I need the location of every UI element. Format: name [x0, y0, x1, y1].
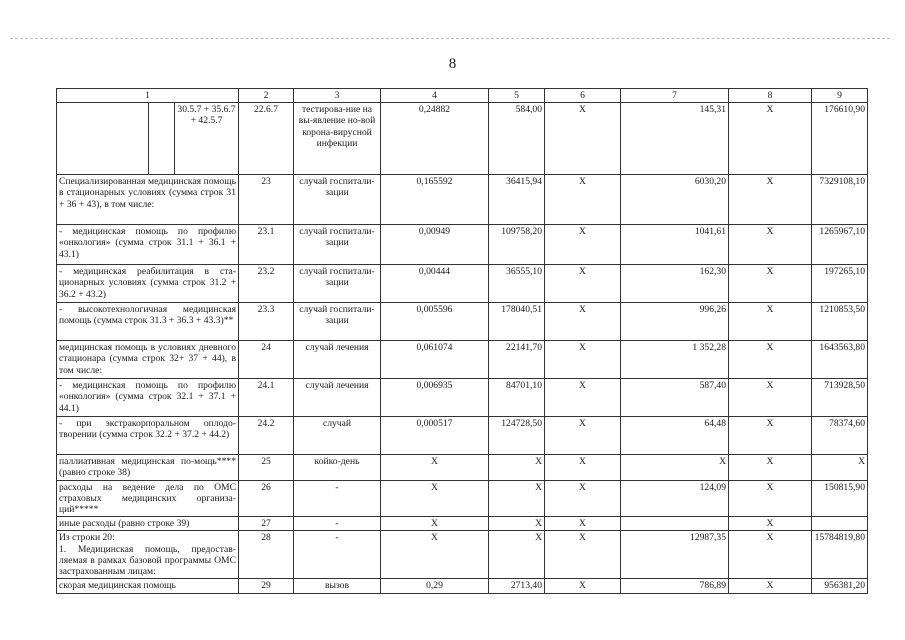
code-cell: 23 — [239, 175, 294, 225]
cell-9: 197265,10 — [812, 265, 868, 303]
col-header-4: 4 — [381, 89, 489, 103]
code-cell: 25 — [239, 455, 294, 480]
name-cell: расходы на ведение дела по ОМС страховых медицинских организа-ций***** — [57, 480, 239, 517]
col-header-5: 5 — [489, 89, 545, 103]
cell-7: 145,31 — [621, 103, 729, 175]
name-cell: - медицинская помощь по профилю «онкология» (сумма строк 31.1 + 36.1 + 43.1) — [57, 225, 239, 265]
cell-5: 2713,40 — [489, 579, 545, 593]
cell-9: 713928,50 — [812, 379, 868, 417]
cell-5: 22141,70 — [489, 341, 545, 379]
cell-5: X — [489, 531, 545, 579]
cell-6: X — [545, 341, 621, 379]
cell-7: 124,09 — [621, 480, 729, 517]
unit-cell: случай госпитали-зации — [294, 225, 381, 265]
cell-6: X — [545, 517, 621, 531]
cell-8: X — [729, 225, 812, 265]
cell-8: X — [729, 379, 812, 417]
table-row — [57, 303, 868, 341]
cell-8: X — [729, 417, 812, 455]
code-cell: 28 — [239, 531, 294, 579]
cell-9: 78374,60 — [812, 417, 868, 455]
cell-6: X — [545, 531, 621, 579]
unit-cell: случай — [294, 417, 381, 455]
unit-cell: - — [294, 480, 381, 517]
col-header-6: 6 — [545, 89, 621, 103]
unit-cell: койко-день — [294, 455, 381, 480]
code-cell: 23.2 — [239, 265, 294, 303]
cell-9: 7329108,10 — [812, 175, 868, 225]
table-row — [57, 341, 868, 379]
cell-6: X — [545, 303, 621, 341]
cell-7: 1 352,28 — [621, 341, 729, 379]
unit-cell: случай госпитали-зации — [294, 175, 381, 225]
col-header-3: 3 — [294, 89, 381, 103]
table-row-first — [57, 103, 868, 175]
code-cell: 26 — [239, 480, 294, 517]
cell-8: X — [729, 103, 812, 175]
cell-9: X — [812, 455, 868, 480]
table-row — [57, 417, 868, 455]
cell-4: 0,005596 — [381, 303, 489, 341]
cell-5: X — [489, 480, 545, 517]
name-cell: паллиативная медицинская по-мощь**** (равно строке 38) — [57, 455, 239, 480]
unit-cell: вызов — [294, 579, 381, 593]
code-cell: 29 — [239, 579, 294, 593]
empty-name-cell — [149, 103, 175, 175]
cell-7: X — [621, 455, 729, 480]
cell-7: 587,40 — [621, 379, 729, 417]
cell-9: 1210853,50 — [812, 303, 868, 341]
name-cell: иные расходы (равно строке 39) — [57, 517, 239, 531]
code-cell: 23.3 — [239, 303, 294, 341]
cell-9 — [812, 517, 868, 531]
cell-8: X — [729, 480, 812, 517]
col-header-2: 2 — [239, 89, 294, 103]
code-cell: 23.1 — [239, 225, 294, 265]
cell-9: 176610,90 — [812, 103, 868, 175]
code-cell: 24.1 — [239, 379, 294, 417]
cell-4: 0,00949 — [381, 225, 489, 265]
cell-5: 124728,50 — [489, 417, 545, 455]
cell-6: X — [545, 417, 621, 455]
cell-7: 996,26 — [621, 303, 729, 341]
cell-5: X — [489, 455, 545, 480]
cell-7: 64,48 — [621, 417, 729, 455]
name-cell: - при экстракорпоральном оплодо-творении (сумма строк 32.2 + 37.2 + 44.2) — [57, 417, 239, 455]
cell-4: X — [381, 517, 489, 531]
cell-6: X — [545, 455, 621, 480]
page-number: 8 — [448, 56, 457, 72]
unit-cell: случай лечения — [294, 379, 381, 417]
name-cell: медицинская помощь в условиях дневного стационара (сумма строк 32+ 37 + 44), в том числе: — [57, 341, 239, 379]
cell-8: X — [729, 531, 812, 579]
cell-5: 109758,20 — [489, 225, 545, 265]
table-row — [57, 480, 868, 517]
unit-cell: случай госпитали-зации — [294, 265, 381, 303]
cell-4: 0,165592 — [381, 175, 489, 225]
name-cell: Из строки 20: 1. Медицинская помощь, предостав-ляемая в рамках базовой программы ОМС застрахованным лицам: — [57, 531, 239, 579]
cell-4: 0,00444 — [381, 265, 489, 303]
cell-4: X — [381, 480, 489, 517]
cell-4: 0,29 — [381, 579, 489, 593]
cell-9: 1265967,10 — [812, 225, 868, 265]
cell-5: 36415,94 — [489, 175, 545, 225]
col-header-1: 1 — [57, 89, 239, 103]
cell-7 — [621, 517, 729, 531]
cell-5: 36555,10 — [489, 265, 545, 303]
col-header-8: 8 — [729, 89, 812, 103]
table-row — [57, 455, 868, 480]
cell-9: 1643563,80 — [812, 341, 868, 379]
cell-6: X — [545, 103, 621, 175]
cell-4: 0,006935 — [381, 379, 489, 417]
cell-5: 178040,51 — [489, 303, 545, 341]
cell-5: 584,00 — [489, 103, 545, 175]
cell-4: 0,061074 — [381, 341, 489, 379]
unit-cell: случай лечения — [294, 341, 381, 379]
table-row — [57, 379, 868, 417]
ref-cell: 30.5.7 + 35.6.7 + 42.5.7 — [175, 103, 239, 175]
table-row — [57, 175, 868, 225]
cell-4: 0,000517 — [381, 417, 489, 455]
unit-cell: тестирова-ние на вы-явление но-вой корона-вирусной инфекции — [294, 103, 381, 175]
cell-8: X — [729, 579, 812, 593]
name-cell: Специализированная медицинская помощь в стационарных условиях (сумма строк 31 + 36 + 43), в том числе: — [57, 175, 239, 225]
table-row — [57, 265, 868, 303]
cell-6: X — [545, 579, 621, 593]
cell-8: X — [729, 455, 812, 480]
cell-4: X — [381, 455, 489, 480]
cell-7: 6030,20 — [621, 175, 729, 225]
empty-name-cell — [57, 103, 149, 175]
page-edge-line — [10, 38, 890, 39]
table-row — [57, 225, 868, 265]
unit-cell: - — [294, 517, 381, 531]
code-cell: 22.6.7 — [239, 103, 294, 175]
table-row — [57, 579, 868, 593]
cell-4: X — [381, 531, 489, 579]
cell-5: X — [489, 517, 545, 531]
cell-4: 0,24882 — [381, 103, 489, 175]
table-body — [57, 175, 868, 593]
cell-8: X — [729, 517, 812, 531]
unit-cell: - — [294, 531, 381, 579]
cell-6: X — [545, 225, 621, 265]
col-header-9: 9 — [812, 89, 868, 103]
table-row — [57, 517, 868, 531]
cell-6: X — [545, 480, 621, 517]
cell-6: X — [545, 175, 621, 225]
cell-8: X — [729, 303, 812, 341]
cell-8: X — [729, 175, 812, 225]
name-cell: - медицинская реабилитация в ста-ционарных условиях (сумма строк 31.2 + 36.2 + 43.2) — [57, 265, 239, 303]
name-cell: - высокотехнологичная медицинская помощь (сумма строк 31.3 + 36.3 + 43.3)** — [57, 303, 239, 341]
cell-7: 12987,35 — [621, 531, 729, 579]
cell-8: X — [729, 265, 812, 303]
cell-6: X — [545, 265, 621, 303]
name-cell: - медицинская помощь по профилю «онкология» (сумма строк 32.1 + 37.1 + 44.1) — [57, 379, 239, 417]
code-cell: 24.2 — [239, 417, 294, 455]
column-numbers-row — [57, 89, 868, 103]
financial-table — [56, 88, 868, 594]
cell-9: 956381,20 — [812, 579, 868, 593]
cell-7: 786,89 — [621, 579, 729, 593]
name-cell: скорая медицинская помощь — [57, 579, 239, 593]
cell-7: 162,30 — [621, 265, 729, 303]
code-cell: 27 — [239, 517, 294, 531]
code-cell: 24 — [239, 341, 294, 379]
cell-6: X — [545, 379, 621, 417]
cell-8: X — [729, 341, 812, 379]
cell-9: 15784819,80 — [812, 531, 868, 579]
table-row — [57, 531, 868, 579]
cell-5: 84701,10 — [489, 379, 545, 417]
unit-cell: случай госпитали-зации — [294, 303, 381, 341]
cell-9: 150815,90 — [812, 480, 868, 517]
cell-7: 1041,61 — [621, 225, 729, 265]
col-header-7: 7 — [621, 89, 729, 103]
